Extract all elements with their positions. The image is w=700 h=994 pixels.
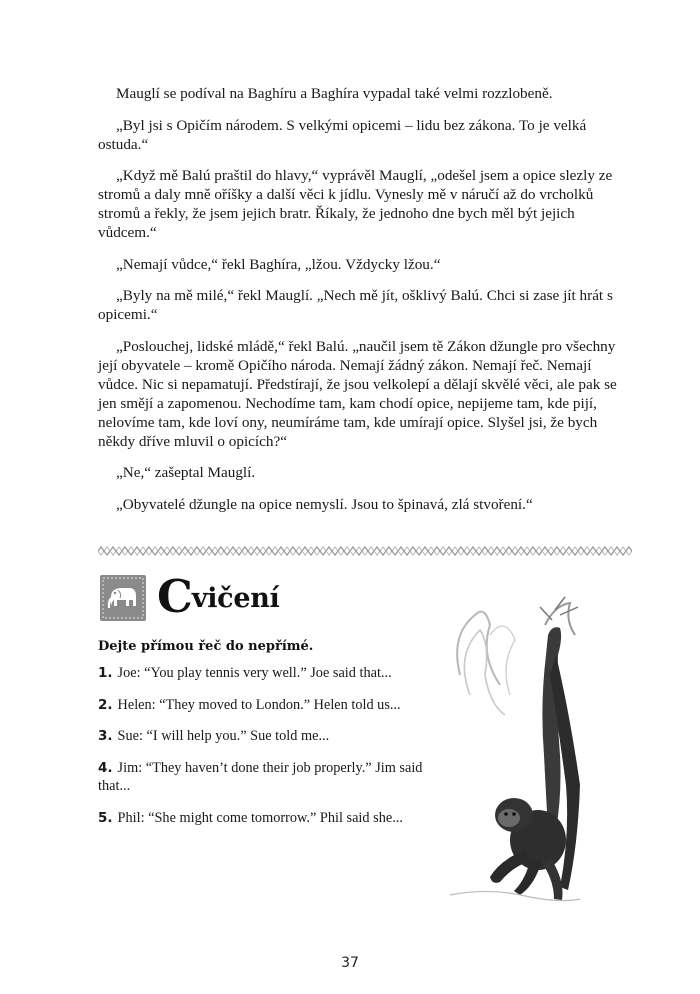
story-paragraph: „Když mě Balú praštil do hlavy,“ vyprávěl Mauglí, „odešel jsem a opice slezly ze stromů a daly mně oříšky a další věci k jídlu. Vynesly mě v náručí až do vrcholků stromů a řekly, že jsem jejich bratr. Říkaly, že jednoho dne bych měl být jejich vůdcem.“ [98, 167, 613, 241]
story-paragraph: „Ne,“ zašeptal Mauglí. [116, 464, 256, 481]
decorative-divider [98, 545, 632, 557]
exercise-item [98, 809, 428, 828]
section-title-initial: C [157, 570, 192, 623]
exercise-number: 3. [98, 728, 113, 744]
exercise-list [98, 664, 428, 840]
exercise-item [98, 759, 428, 796]
story-paragraph: „Byl jsi s Opičím národem. S velkými opicemi – lidu bez zákona. To je velká ostuda.“ [98, 116, 587, 153]
exercise-text: Joe: “You play tennis very well.” Joe said that... [117, 665, 392, 681]
story-text [98, 84, 622, 526]
exercise-item [98, 727, 428, 746]
exercise-item [98, 696, 428, 715]
exercise-number: 4. [98, 759, 113, 776]
page-number: 37 [341, 955, 359, 971]
exercise-text: Sue: “I will help you.” Sue told me... [117, 728, 330, 744]
story-paragraph: „Obyvatelé džungle na opice nemyslí. Jsou to špinavá, zlá stvoření.“ [116, 495, 533, 513]
exercise-number: 1. [98, 665, 113, 681]
section-title [157, 570, 280, 623]
hanging-monkey-illustration [430, 595, 600, 915]
story-paragraph: „Byly na mě milé,“ řekl Mauglí. „Nech mě jít, ošklivý Balú. Chci si zase jít hrát s opicemi.“ [98, 287, 613, 323]
exercise-instruction: Dejte přímou řeč do nepřímé. [98, 639, 314, 654]
story-paragraph: „Poslouchej, lidské mládě,“ řekl Balú. „naučil jsem tě Zákon džungle pro všechny její obyvatele – kromě Opičího národa. Nemají žádný zákon. Nemají řeč. Nemají vůdce. Nic si nepamatují. Předstírají, že jsou velkolepí a dělají skvělé věci, ale pak se jen smějí a zapomenou. Nechodíme tam, kam chodí opice, nepijeme tam, kde pijí, nelovíme tam, kde loví ony, neumíráme tam, kde umírají opice. Slyšel jsi, že bych někdy dříve mluvil o opicích?“ [98, 337, 617, 450]
section-title-rest: vičení [191, 583, 280, 614]
exercise-number: 2. [98, 696, 113, 713]
exercise-text: Jim: “They haven’t done their job properly.” Jim said that... [98, 759, 423, 794]
story-paragraph: „Nemají vůdce,“ řekl Baghíra, „lžou. Vždycky lžou.“ [116, 255, 441, 273]
exercise-text: Helen: “They moved to London.” Helen told us... [117, 696, 401, 713]
elephant-icon [100, 575, 146, 621]
exercise-number: 5. [98, 809, 113, 826]
exercise-item [98, 664, 428, 683]
exercise-text: Phil: “She might come tomorrow.” Phil said she... [117, 809, 403, 826]
story-paragraph: Mauglí se podíval na Baghíru a Baghíra vypadal také velmi rozzlobeně. [116, 85, 553, 102]
